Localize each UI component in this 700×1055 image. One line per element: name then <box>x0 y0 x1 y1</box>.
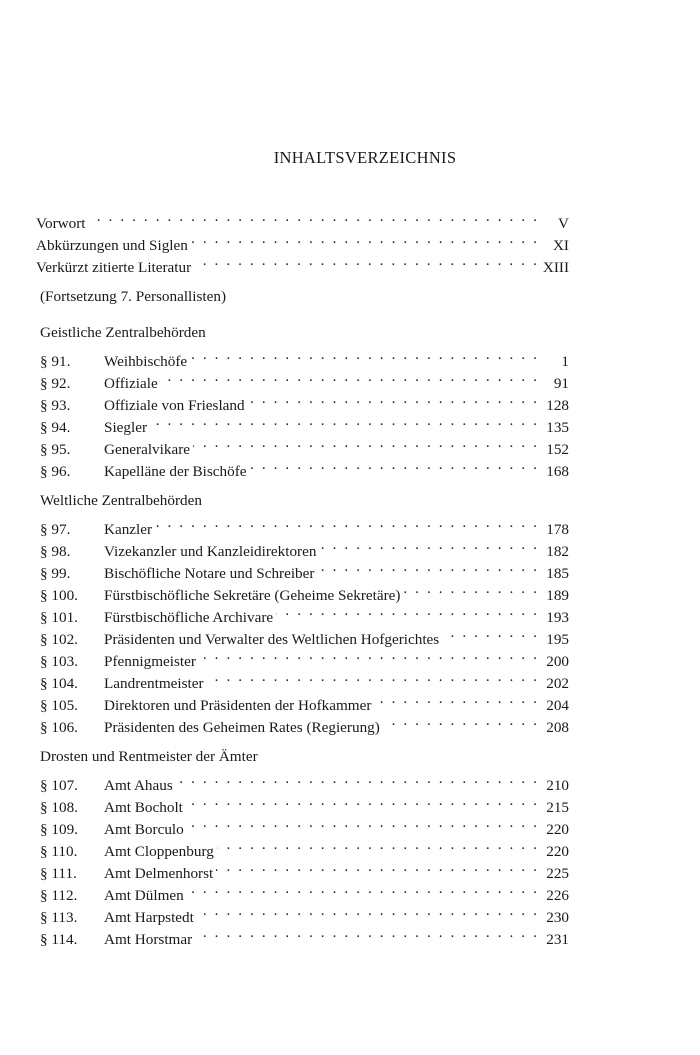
dot-leader <box>161 366 539 388</box>
entry-label: Direktoren und Präsidenten der Hofkammer <box>104 697 372 714</box>
entry-label: Amt Dülmen <box>104 887 184 904</box>
entry-page-number: 220 <box>546 843 569 860</box>
entry-number: § 108. <box>40 799 78 816</box>
dot-leader <box>216 856 539 878</box>
dot-leader <box>195 922 539 944</box>
dot-leader <box>250 454 539 476</box>
entry-number: § 94. <box>40 419 71 436</box>
entry-page-number: 204 <box>546 697 569 714</box>
entry-page-number: 189 <box>546 587 569 604</box>
entry-label: Vorwort <box>36 215 86 232</box>
toc-entry[interactable] <box>36 512 569 538</box>
entry-page-number: 215 <box>546 799 569 816</box>
entry-page-number: 208 <box>546 719 569 736</box>
entry-label: Fürstbischöfliche Sekretäre (Geheime Sekretäre) <box>104 587 401 604</box>
entry-label: Siegler <box>104 419 148 436</box>
entry-number: § 110. <box>40 843 78 860</box>
dot-leader <box>186 790 539 812</box>
entry-number: § 99. <box>40 565 71 582</box>
section-heading: Weltliche Zentralbehörden <box>40 492 202 509</box>
dot-leader <box>187 878 539 900</box>
entry-number: § 92. <box>40 375 71 392</box>
section-heading: Geistliche Zentralbehörden <box>40 324 206 341</box>
entry-number: § 100. <box>40 587 78 604</box>
entry-page-number: 168 <box>546 463 569 480</box>
entry-number: § 105. <box>40 697 78 714</box>
entry-label: Bischöfliche Notare und Schreiber <box>104 565 315 582</box>
entry-page-number: V <box>558 215 569 232</box>
entry-label: Verkürzt zitierte Literatur <box>36 259 192 276</box>
entry-page-number: 135 <box>546 419 569 436</box>
entry-page-number: 220 <box>546 821 569 838</box>
dot-leader <box>276 600 539 622</box>
entry-label: Amt Harpstedt <box>104 909 194 926</box>
entry-page-number: 200 <box>546 653 569 670</box>
entry-number: § 101. <box>40 609 78 626</box>
dot-leader <box>217 834 539 856</box>
dot-leader <box>383 710 539 732</box>
entry-number: § 98. <box>40 543 71 560</box>
entry-number: § 96. <box>40 463 71 480</box>
entry-number: § 104. <box>40 675 78 692</box>
dot-leader <box>374 688 539 710</box>
dot-leader <box>155 512 539 534</box>
entry-page-number: 210 <box>546 777 569 794</box>
entry-label: Offiziale von Friesland <box>104 397 245 414</box>
entry-page-number: 185 <box>546 565 569 582</box>
entry-page-number: 1 <box>561 353 569 370</box>
entry-number: § 113. <box>40 909 78 926</box>
dot-leader <box>199 644 539 666</box>
entry-label: Amt Bocholt <box>104 799 183 816</box>
section-heading: Drosten und Rentmeister der Ämter <box>40 748 258 765</box>
entry-page-number: 195 <box>546 631 569 648</box>
dot-leader <box>187 812 539 834</box>
entry-label: Präsidenten und Verwalter des Weltlichen Hofgerichtes <box>104 631 440 648</box>
toc-entry[interactable] <box>36 344 569 370</box>
entry-page-number: 226 <box>546 887 569 904</box>
entry-number: § 112. <box>40 887 78 904</box>
dot-leader <box>248 388 539 410</box>
spacer <box>36 308 569 322</box>
table-of-contents <box>36 206 569 948</box>
entry-label: Amt Delmenhorst <box>104 865 214 882</box>
entry-number: § 103. <box>40 653 78 670</box>
toc-entry[interactable] <box>36 206 569 232</box>
entry-number: § 97. <box>40 521 71 538</box>
entry-number: § 91. <box>40 353 71 370</box>
entry-label: Amt Horstmar <box>104 931 193 948</box>
dot-leader <box>197 900 539 922</box>
entry-label: Offiziale <box>104 375 158 392</box>
entry-number: § 93. <box>40 397 71 414</box>
entry-label: Vizekanzler und Kanzleidirektoren <box>104 543 317 560</box>
entry-label: Präsidenten des Geheimen Rates (Regierung) <box>104 719 380 736</box>
entry-page-number: 182 <box>546 543 569 560</box>
entry-label: Generalvikare <box>104 441 191 458</box>
dot-leader <box>194 250 539 272</box>
dot-leader <box>176 768 539 790</box>
continuation-note: (Fortsetzung 7. Personallisten) <box>40 288 227 305</box>
page-title: INHALTSVERZEICHNIS <box>273 148 457 167</box>
entry-number: § 114. <box>40 931 78 948</box>
entry-page-number: 128 <box>546 397 569 414</box>
entry-label: Amt Cloppenburg <box>104 843 214 860</box>
entry-page-number: 225 <box>546 865 569 882</box>
entry-label: Amt Ahaus <box>104 777 173 794</box>
entry-page-number: 230 <box>546 909 569 926</box>
entry-label: Weihbischöfe <box>104 353 188 370</box>
dot-leader <box>190 344 539 366</box>
entry-number: § 95. <box>40 441 71 458</box>
entry-number: § 109. <box>40 821 78 838</box>
toc-entry[interactable] <box>36 228 569 254</box>
dot-leader <box>207 666 539 688</box>
entry-label: Kanzler <box>104 521 153 538</box>
entry-number: § 102. <box>40 631 78 648</box>
entry-label: Abkürzungen und Siglen <box>36 237 188 254</box>
entry-page-number: 152 <box>546 441 569 458</box>
entry-label: Kapelläne der Bischöfe <box>104 463 247 480</box>
entry-number: § 106. <box>40 719 78 736</box>
dot-leader <box>193 432 539 454</box>
dot-leader <box>403 578 539 600</box>
dot-leader <box>191 228 539 250</box>
entry-number: § 111. <box>40 865 77 882</box>
toc-entry[interactable] <box>36 768 569 794</box>
entry-page-number: 91 <box>553 375 569 392</box>
entry-label: Pfennigmeister <box>104 653 196 670</box>
entry-label: Landrentmeister <box>104 675 204 692</box>
entry-page-number: 193 <box>546 609 569 626</box>
entry-number: § 107. <box>40 777 78 794</box>
entry-page-number: 202 <box>546 675 569 692</box>
dot-leader <box>442 622 539 644</box>
entry-label: Amt Borculo <box>104 821 184 838</box>
entry-page-number: XIII <box>542 259 569 276</box>
entry-page-number: 178 <box>546 521 569 538</box>
dot-leader <box>150 410 539 432</box>
entry-label: Fürstbischöfliche Archivare <box>104 609 274 626</box>
dot-leader <box>317 556 539 578</box>
entry-page-number: XI <box>552 237 569 254</box>
dot-leader <box>319 534 539 556</box>
entry-page-number: 231 <box>546 931 569 948</box>
dot-leader <box>89 206 540 228</box>
